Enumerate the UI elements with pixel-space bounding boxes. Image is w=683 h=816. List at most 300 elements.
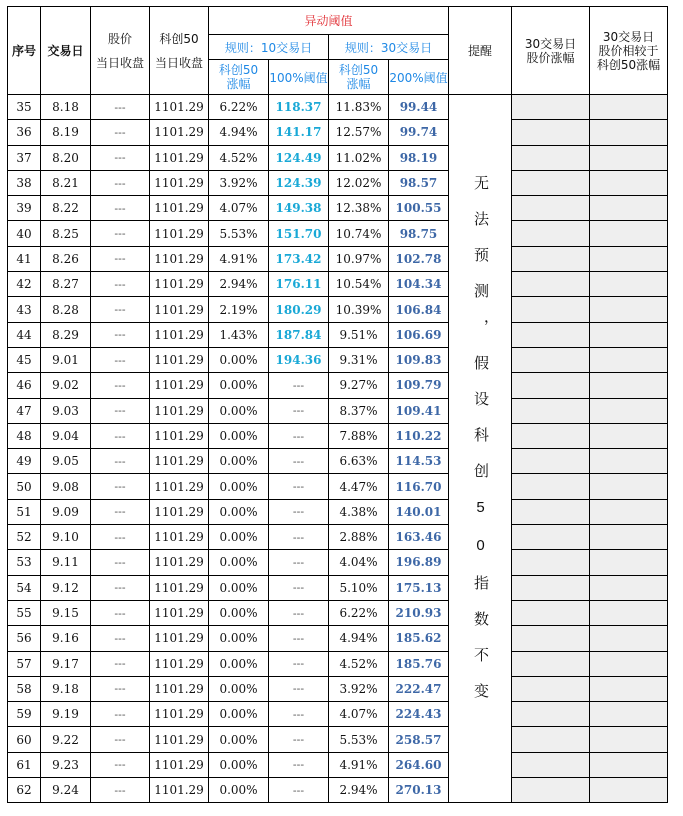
cell-threshold-100: 141.17 <box>269 120 329 145</box>
cell-threshold-200: 110.22 <box>389 423 449 448</box>
cell-cmp30-change[interactable] <box>590 196 668 221</box>
cell-kc50-change-10: 4.91% <box>209 246 269 271</box>
cell-date: 9.18 <box>41 676 91 701</box>
cell-seq: 40 <box>8 221 41 246</box>
cell-threshold-100: --- <box>269 575 329 600</box>
cell-cmp30-change[interactable] <box>590 272 668 297</box>
cell-date: 8.28 <box>41 297 91 322</box>
cell-price30-change[interactable] <box>512 170 590 195</box>
cell-kc50-change-30: 6.63% <box>329 449 389 474</box>
cell-kc50-change-30: 4.47% <box>329 474 389 499</box>
cell-threshold-100: 118.37 <box>269 95 329 120</box>
cell-threshold-200: 222.47 <box>389 676 449 701</box>
cell-kc50: 1101.29 <box>150 196 209 221</box>
cell-threshold-200: 224.43 <box>389 702 449 727</box>
cell-kc50-change-30: 7.88% <box>329 423 389 448</box>
cell-price30-change[interactable] <box>512 575 590 600</box>
cell-price: --- <box>91 474 150 499</box>
header-kc50-change-10-line2: 涨幅 <box>226 77 251 91</box>
cell-price30-change[interactable] <box>512 651 590 676</box>
cell-kc50-change-10: 0.00% <box>209 727 269 752</box>
cell-seq: 41 <box>8 246 41 271</box>
header-cmp30-line2: 股价相较于 <box>598 43 659 58</box>
cell-threshold-100: --- <box>269 449 329 474</box>
cell-threshold-200: 175.13 <box>389 575 449 600</box>
cell-date: 8.18 <box>41 95 91 120</box>
cell-kc50-change-10: 4.07% <box>209 196 269 221</box>
cell-seq: 49 <box>8 449 41 474</box>
cell-kc50-change-30: 9.31% <box>329 347 389 372</box>
cell-price: --- <box>91 676 150 701</box>
cell-kc50: 1101.29 <box>150 373 209 398</box>
cell-kc50: 1101.29 <box>150 702 209 727</box>
header-stock-close-label: 当日收盘 <box>95 55 144 70</box>
cell-price30-change[interactable] <box>512 297 590 322</box>
cell-threshold-200: 98.57 <box>389 170 449 195</box>
cell-kc50-change-10: 0.00% <box>209 778 269 803</box>
cell-cmp30-change[interactable] <box>590 550 668 575</box>
table-row <box>8 778 668 803</box>
cell-threshold-200: 99.74 <box>389 120 449 145</box>
cell-kc50-change-30: 2.94% <box>329 778 389 803</box>
cell-threshold-100: --- <box>269 499 329 524</box>
cell-cmp30-change[interactable] <box>590 600 668 625</box>
header-remind: 提醒 <box>449 7 512 95</box>
table-row <box>8 474 668 499</box>
cell-threshold-200: 98.19 <box>389 145 449 170</box>
cell-price30-change[interactable] <box>512 778 590 803</box>
cell-threshold-200: 264.60 <box>389 752 449 777</box>
header-kc50-close-label: 当日收盘 <box>154 55 203 70</box>
cell-cmp30-change[interactable] <box>590 474 668 499</box>
cell-kc50-change-30: 2.88% <box>329 525 389 550</box>
cell-price30-change[interactable] <box>512 246 590 271</box>
cell-cmp30-change[interactable] <box>590 702 668 727</box>
cell-threshold-100: 124.39 <box>269 170 329 195</box>
cell-kc50: 1101.29 <box>150 752 209 777</box>
cell-kc50-change-10: 0.00% <box>209 373 269 398</box>
cell-price30-change[interactable] <box>512 676 590 701</box>
table-row <box>8 550 668 575</box>
cell-kc50: 1101.29 <box>150 272 209 297</box>
header-rule10: 规则：10交易日 <box>209 35 329 60</box>
cell-price30-change[interactable] <box>512 474 590 499</box>
cell-kc50-change-10: 4.52% <box>209 145 269 170</box>
cell-kc50-change-30: 3.92% <box>329 676 389 701</box>
cell-kc50-change-30: 5.53% <box>329 727 389 752</box>
cell-kc50: 1101.29 <box>150 170 209 195</box>
cell-price30-change[interactable] <box>512 272 590 297</box>
cell-kc50-change-30: 12.57% <box>329 120 389 145</box>
cell-price: --- <box>91 651 150 676</box>
cell-date: 8.19 <box>41 120 91 145</box>
cell-threshold-200: 258.57 <box>389 727 449 752</box>
table-row <box>8 727 668 752</box>
cell-threshold-200: 109.83 <box>389 347 449 372</box>
cell-price30-change[interactable] <box>512 600 590 625</box>
cell-cmp30-change[interactable] <box>590 676 668 701</box>
table-row <box>8 145 668 170</box>
cell-cmp30-change[interactable] <box>590 297 668 322</box>
cell-price: --- <box>91 347 150 372</box>
cell-kc50-change-30: 10.97% <box>329 246 389 271</box>
cell-threshold-100: 173.42 <box>269 246 329 271</box>
cell-date: 9.19 <box>41 702 91 727</box>
cell-kc50: 1101.29 <box>150 778 209 803</box>
header-price30 <box>512 7 590 95</box>
table-row <box>8 651 668 676</box>
cell-price30-change[interactable] <box>512 550 590 575</box>
cell-kc50: 1101.29 <box>150 246 209 271</box>
cell-cmp30-change[interactable] <box>590 95 668 120</box>
cell-kc50: 1101.29 <box>150 347 209 372</box>
cell-price: --- <box>91 778 150 803</box>
cell-kc50: 1101.29 <box>150 600 209 625</box>
cell-threshold-200: 163.46 <box>389 525 449 550</box>
cell-threshold-200: 185.62 <box>389 626 449 651</box>
cell-price: --- <box>91 373 150 398</box>
cell-seq: 59 <box>8 702 41 727</box>
cell-date: 8.29 <box>41 322 91 347</box>
cell-kc50-change-30: 9.51% <box>329 322 389 347</box>
cell-kc50-change-10: 0.00% <box>209 676 269 701</box>
cell-cmp30-change[interactable] <box>590 778 668 803</box>
cell-cmp30-change[interactable] <box>590 246 668 271</box>
cell-date: 9.23 <box>41 752 91 777</box>
cell-price30-change[interactable] <box>512 95 590 120</box>
cell-threshold-100: --- <box>269 676 329 701</box>
cell-threshold-200: 102.78 <box>389 246 449 271</box>
cell-cmp30-change[interactable] <box>590 373 668 398</box>
cell-seq: 36 <box>8 120 41 145</box>
cell-price: --- <box>91 499 150 524</box>
table-row <box>8 575 668 600</box>
cell-cmp30-change[interactable] <box>590 398 668 423</box>
cell-threshold-100: --- <box>269 474 329 499</box>
cell-kc50: 1101.29 <box>150 626 209 651</box>
cell-threshold-200: 99.44 <box>389 95 449 120</box>
cell-kc50-change-30: 4.38% <box>329 499 389 524</box>
cell-threshold-200: 109.79 <box>389 373 449 398</box>
cell-cmp30-change[interactable] <box>590 449 668 474</box>
cell-date: 9.17 <box>41 651 91 676</box>
header-kc50 <box>150 7 209 95</box>
table-row <box>8 702 668 727</box>
threshold-table <box>7 6 668 803</box>
cell-threshold-100: 194.36 <box>269 347 329 372</box>
cell-price: --- <box>91 702 150 727</box>
cell-seq: 51 <box>8 499 41 524</box>
cell-kc50-change-10: 0.00% <box>209 626 269 651</box>
cell-kc50: 1101.29 <box>150 145 209 170</box>
cell-date: 9.02 <box>41 373 91 398</box>
cell-kc50-change-30: 12.38% <box>329 196 389 221</box>
cell-kc50-change-30: 12.02% <box>329 170 389 195</box>
cell-kc50: 1101.29 <box>150 575 209 600</box>
cell-seq: 50 <box>8 474 41 499</box>
cell-kc50-change-30: 11.83% <box>329 95 389 120</box>
header-price30-line1: 30交易日 <box>524 36 577 51</box>
cell-kc50-change-10: 0.00% <box>209 398 269 423</box>
cell-kc50-change-10: 3.92% <box>209 170 269 195</box>
cell-seq: 61 <box>8 752 41 777</box>
cell-seq: 55 <box>8 600 41 625</box>
cell-cmp30-change[interactable] <box>590 120 668 145</box>
cell-threshold-200: 109.41 <box>389 398 449 423</box>
cell-kc50-change-30: 10.39% <box>329 297 389 322</box>
cell-kc50-change-10: 0.00% <box>209 499 269 524</box>
table-row <box>8 196 668 221</box>
header-kc50-label: 科创50 <box>159 31 199 46</box>
cell-threshold-100: 176.11 <box>269 272 329 297</box>
cell-threshold-100: --- <box>269 550 329 575</box>
cell-seq: 48 <box>8 423 41 448</box>
cell-cmp30-change[interactable] <box>590 727 668 752</box>
cell-threshold-200: 185.76 <box>389 651 449 676</box>
cell-date: 9.04 <box>41 423 91 448</box>
cell-price: --- <box>91 170 150 195</box>
table-header <box>8 7 668 95</box>
cell-kc50-change-30: 4.04% <box>329 550 389 575</box>
cell-date: 9.12 <box>41 575 91 600</box>
header-date: 交易日 <box>41 7 91 95</box>
cell-cmp30-change[interactable] <box>590 423 668 448</box>
cell-kc50-change-10: 2.94% <box>209 272 269 297</box>
table-row <box>8 525 668 550</box>
header-kc50-change-30-line1: 科创50 <box>338 63 379 77</box>
header-seq: 序号 <box>8 7 41 95</box>
cell-price: --- <box>91 423 150 448</box>
cell-threshold-200: 100.55 <box>389 196 449 221</box>
cell-price: --- <box>91 246 150 271</box>
cell-kc50-change-30: 6.22% <box>329 600 389 625</box>
cell-price30-change[interactable] <box>512 196 590 221</box>
cell-threshold-100: --- <box>269 651 329 676</box>
cell-kc50-change-30: 10.74% <box>329 221 389 246</box>
cell-threshold-100: --- <box>269 727 329 752</box>
cell-date: 9.03 <box>41 398 91 423</box>
cell-kc50-change-10: 0.00% <box>209 550 269 575</box>
cell-kc50-change-30: 11.02% <box>329 145 389 170</box>
cell-date: 9.16 <box>41 626 91 651</box>
cell-kc50: 1101.29 <box>150 398 209 423</box>
cell-date: 9.24 <box>41 778 91 803</box>
cell-price: --- <box>91 145 150 170</box>
cell-price: --- <box>91 575 150 600</box>
cell-date: 9.15 <box>41 600 91 625</box>
cell-kc50: 1101.29 <box>150 120 209 145</box>
header-cmp30 <box>590 7 668 95</box>
header-stock-price <box>91 7 150 95</box>
cell-date: 9.05 <box>41 449 91 474</box>
cell-threshold-100: --- <box>269 626 329 651</box>
header-kc50-change-30 <box>329 60 389 95</box>
remind-text: 无法预测，假设科创50指数不变 <box>472 175 489 720</box>
cell-kc50-change-10: 6.22% <box>209 95 269 120</box>
header-kc50-change-10-line1: 科创50 <box>218 63 259 77</box>
cell-threshold-100: 124.49 <box>269 145 329 170</box>
cell-date: 8.20 <box>41 145 91 170</box>
table-row <box>8 297 668 322</box>
cell-date: 9.10 <box>41 525 91 550</box>
table-row <box>8 398 668 423</box>
cell-price30-change[interactable] <box>512 449 590 474</box>
cell-threshold-100: 187.84 <box>269 322 329 347</box>
table-row <box>8 752 668 777</box>
cell-kc50: 1101.29 <box>150 727 209 752</box>
header-kc50-change-30-line2: 涨幅 <box>346 77 371 91</box>
cell-price30-change[interactable] <box>512 752 590 777</box>
cell-seq: 44 <box>8 322 41 347</box>
cell-date: 9.01 <box>41 347 91 372</box>
cell-price: --- <box>91 120 150 145</box>
cell-price: --- <box>91 398 150 423</box>
cell-seq: 53 <box>8 550 41 575</box>
cell-seq: 45 <box>8 347 41 372</box>
cell-kc50: 1101.29 <box>150 322 209 347</box>
cell-kc50-change-10: 0.00% <box>209 575 269 600</box>
cell-threshold-200: 270.13 <box>389 778 449 803</box>
cell-seq: 46 <box>8 373 41 398</box>
header-price30-line2: 股价涨幅 <box>526 50 575 65</box>
cell-kc50: 1101.29 <box>150 676 209 701</box>
cell-kc50-change-10: 2.19% <box>209 297 269 322</box>
table-row <box>8 347 668 372</box>
cell-price: --- <box>91 196 150 221</box>
cell-price: --- <box>91 297 150 322</box>
table-row <box>8 373 668 398</box>
cell-seq: 37 <box>8 145 41 170</box>
cell-kc50-change-10: 0.00% <box>209 474 269 499</box>
header-cmp30-line3: 科创50涨幅 <box>596 57 661 72</box>
cell-threshold-100: --- <box>269 525 329 550</box>
table-row <box>8 246 668 271</box>
table-row <box>8 600 668 625</box>
header-stock-price-label: 股价 <box>107 31 132 46</box>
cell-seq: 58 <box>8 676 41 701</box>
cell-seq: 42 <box>8 272 41 297</box>
cell-threshold-200: 196.89 <box>389 550 449 575</box>
cell-kc50-change-30: 8.37% <box>329 398 389 423</box>
cell-kc50-change-10: 0.00% <box>209 525 269 550</box>
cell-cmp30-change[interactable] <box>590 626 668 651</box>
cell-price30-change[interactable] <box>512 322 590 347</box>
cell-price30-change[interactable] <box>512 221 590 246</box>
cell-threshold-100: --- <box>269 423 329 448</box>
cell-price: --- <box>91 525 150 550</box>
cell-kc50-change-10: 0.00% <box>209 423 269 448</box>
cell-threshold-200: 106.84 <box>389 297 449 322</box>
cell-cmp30-change[interactable] <box>590 347 668 372</box>
cell-date: 9.11 <box>41 550 91 575</box>
table-row <box>8 423 668 448</box>
cell-threshold-100: --- <box>269 778 329 803</box>
cell-price: --- <box>91 221 150 246</box>
cell-kc50-change-10: 0.00% <box>209 449 269 474</box>
cell-cmp30-change[interactable] <box>590 525 668 550</box>
cell-kc50-change-30: 4.91% <box>329 752 389 777</box>
cell-seq: 62 <box>8 778 41 803</box>
cell-price30-change[interactable] <box>512 423 590 448</box>
cell-price30-change[interactable] <box>512 525 590 550</box>
cell-kc50: 1101.29 <box>150 423 209 448</box>
cell-kc50-change-10: 0.00% <box>209 600 269 625</box>
cell-threshold-100: --- <box>269 702 329 727</box>
cell-threshold-100: --- <box>269 600 329 625</box>
cell-threshold-100: 180.29 <box>269 297 329 322</box>
cell-cmp30-change[interactable] <box>590 575 668 600</box>
cell-date: 9.09 <box>41 499 91 524</box>
cell-kc50-change-30: 4.94% <box>329 626 389 651</box>
cell-price: --- <box>91 727 150 752</box>
cell-threshold-100: 149.38 <box>269 196 329 221</box>
cell-price: --- <box>91 95 150 120</box>
cell-price30-change[interactable] <box>512 120 590 145</box>
cell-price30-change[interactable] <box>512 626 590 651</box>
table-row <box>8 221 668 246</box>
header-rule30: 规则：30交易日 <box>329 35 449 60</box>
cell-kc50-change-10: 5.53% <box>209 221 269 246</box>
cell-threshold-100: 151.70 <box>269 221 329 246</box>
cell-price30-change[interactable] <box>512 499 590 524</box>
cell-kc50: 1101.29 <box>150 651 209 676</box>
header-abnormal-threshold: 异动阈值 <box>209 7 449 35</box>
table-row <box>8 95 668 120</box>
cell-threshold-200: 106.69 <box>389 322 449 347</box>
cell-price30-change[interactable] <box>512 145 590 170</box>
cell-date: 8.26 <box>41 246 91 271</box>
cell-kc50-change-30: 5.10% <box>329 575 389 600</box>
cell-kc50-change-30: 4.52% <box>329 651 389 676</box>
cell-seq: 56 <box>8 626 41 651</box>
cell-threshold-200: 98.75 <box>389 221 449 246</box>
cell-seq: 35 <box>8 95 41 120</box>
cell-threshold-100: --- <box>269 752 329 777</box>
cell-kc50: 1101.29 <box>150 297 209 322</box>
table-row <box>8 449 668 474</box>
cell-price: --- <box>91 550 150 575</box>
table-row <box>8 676 668 701</box>
cell-price30-change[interactable] <box>512 398 590 423</box>
cell-threshold-200: 140.01 <box>389 499 449 524</box>
cell-kc50-change-10: 0.00% <box>209 651 269 676</box>
cell-kc50-change-10: 1.43% <box>209 322 269 347</box>
cell-kc50: 1101.29 <box>150 499 209 524</box>
cell-threshold-200: 210.93 <box>389 600 449 625</box>
cell-kc50-change-30: 4.07% <box>329 702 389 727</box>
cell-cmp30-change[interactable] <box>590 499 668 524</box>
header-cmp30-line1: 30交易日 <box>602 29 655 44</box>
cell-price30-change[interactable] <box>512 347 590 372</box>
cell-cmp30-change[interactable] <box>590 170 668 195</box>
cell-price: --- <box>91 626 150 651</box>
cell-seq: 60 <box>8 727 41 752</box>
cell-seq: 54 <box>8 575 41 600</box>
header-thr100: 100%阈值 <box>269 60 329 95</box>
cell-cmp30-change[interactable] <box>590 651 668 676</box>
cell-cmp30-change[interactable] <box>590 221 668 246</box>
remind-note <box>449 95 512 803</box>
cell-price30-change[interactable] <box>512 702 590 727</box>
cell-price30-change[interactable] <box>512 727 590 752</box>
cell-date: 8.21 <box>41 170 91 195</box>
cell-cmp30-change[interactable] <box>590 752 668 777</box>
cell-price30-change[interactable] <box>512 373 590 398</box>
cell-seq: 47 <box>8 398 41 423</box>
cell-cmp30-change[interactable] <box>590 322 668 347</box>
cell-cmp30-change[interactable] <box>590 145 668 170</box>
cell-kc50: 1101.29 <box>150 550 209 575</box>
